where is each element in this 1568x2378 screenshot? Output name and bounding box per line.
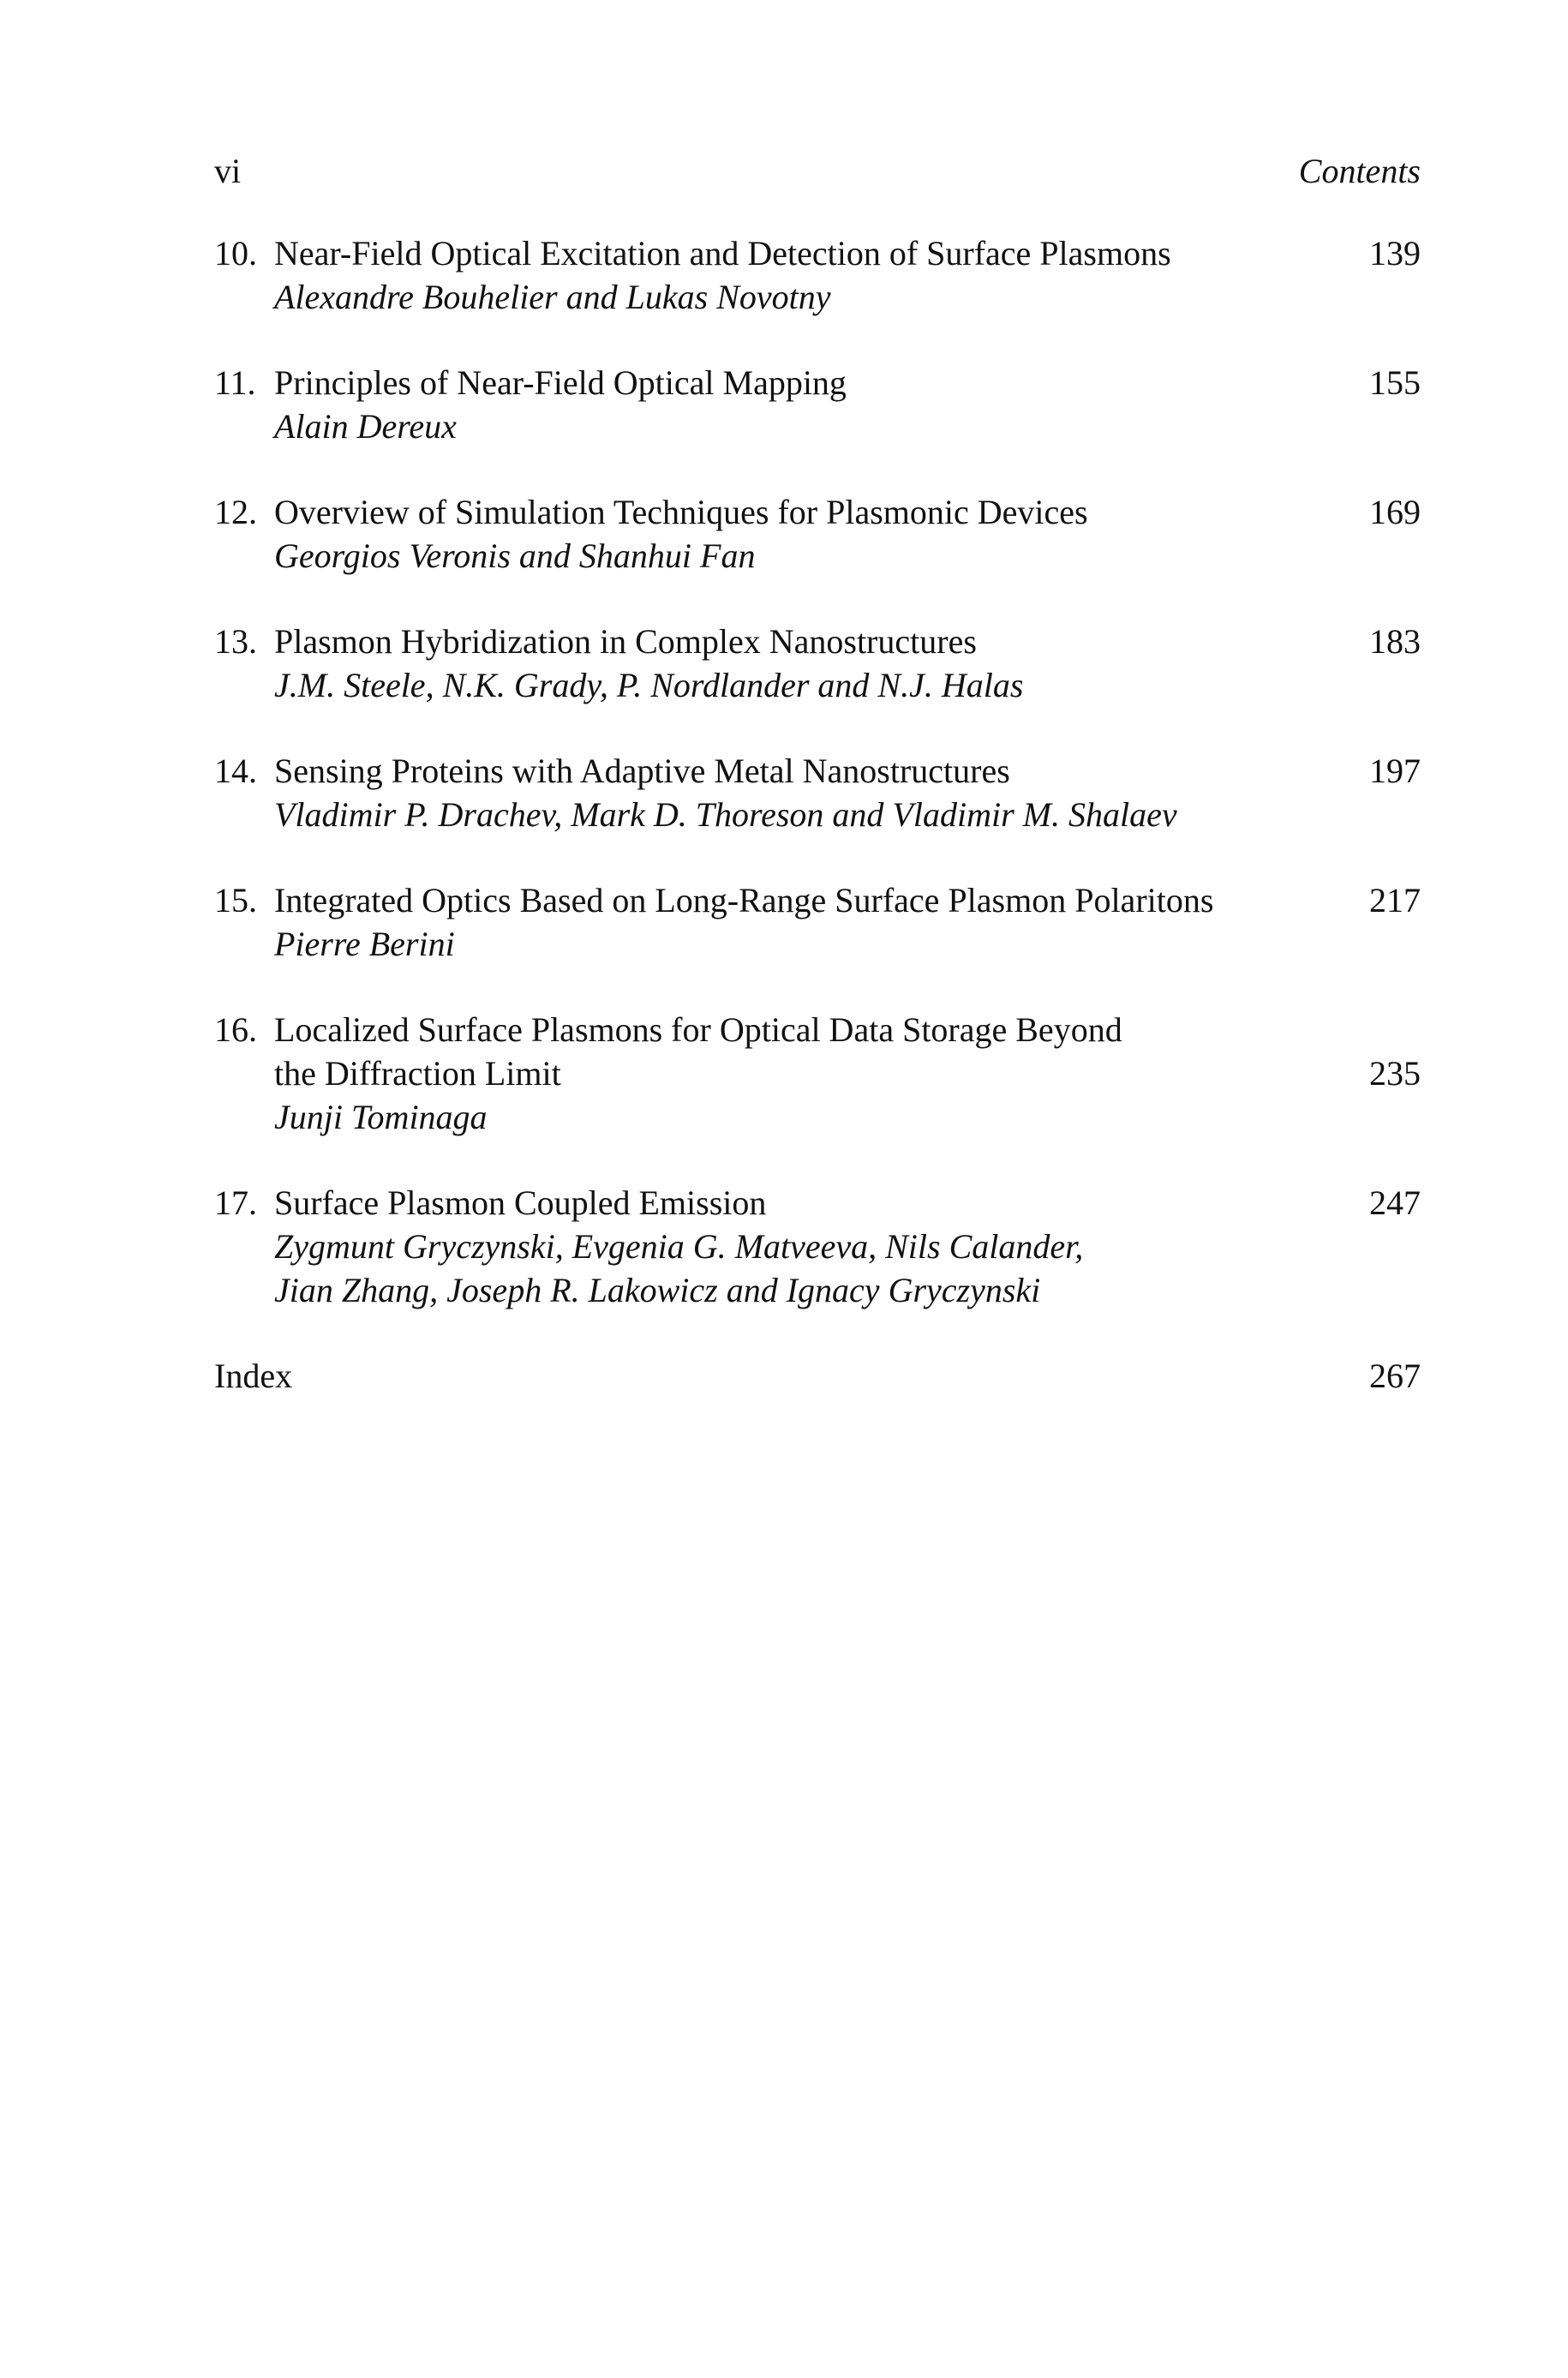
- entry-body: [274, 749, 1421, 836]
- toc-entry-15[interactable]: [214, 878, 1421, 966]
- chapter-title: Sensing Proteins with Adaptive Metal Nanostructures: [274, 752, 1010, 790]
- running-header: [214, 146, 1421, 197]
- chapter-title: Plasmon Hybridization in Complex Nanostructures: [274, 622, 977, 661]
- chapter-title: Integrated Optics Based on Long-Range Surface Plasmon Polaritons: [274, 881, 1214, 919]
- toc-entry-11[interactable]: [214, 361, 1421, 448]
- toc-entry-10[interactable]: [214, 231, 1421, 319]
- toc-entry-16[interactable]: [214, 1008, 1421, 1139]
- entry-body: [274, 620, 1421, 707]
- entry-body: [274, 1181, 1421, 1312]
- chapter-title: Near-Field Optical Excitation and Detection of Surface Plasmons: [274, 234, 1171, 273]
- chapter-authors-continued: Jian Zhang, Joseph R. Lakowicz and Ignacy Gryczynski: [274, 1271, 1041, 1309]
- page-ref: 169: [1369, 493, 1421, 531]
- chapter-number: 11.: [214, 363, 256, 402]
- chapter-title: Localized Surface Plasmons for Optical Data Storage Beyond: [274, 1010, 1122, 1049]
- chapter-number: 16.: [214, 1010, 257, 1049]
- chapter-title: Surface Plasmon Coupled Emission: [274, 1183, 767, 1222]
- toc-entry-12[interactable]: [214, 490, 1421, 578]
- section-title: Contents: [1298, 152, 1421, 190]
- entry-body: [274, 878, 1421, 966]
- chapter-authors: Zygmunt Gryczynski, Evgenia G. Matveeva, Nils Calander,: [274, 1227, 1084, 1266]
- toc-entry-13[interactable]: [214, 620, 1421, 707]
- page-ref: 217: [1369, 881, 1421, 919]
- chapter-number: 13.: [214, 622, 257, 661]
- chapter-title-continued: the Diffraction Limit: [274, 1054, 561, 1093]
- chapter-number: 17.: [214, 1183, 257, 1222]
- entry-body: [274, 231, 1421, 319]
- chapter-authors: Alexandre Bouhelier and Lukas Novotny: [274, 278, 831, 316]
- chapter-number: 15.: [214, 881, 257, 919]
- page-ref: 267: [1369, 1357, 1421, 1395]
- toc-entry-17[interactable]: [214, 1181, 1421, 1312]
- chapter-authors: Pierre Berini: [274, 925, 455, 963]
- entry-body: [274, 1008, 1421, 1139]
- chapter-authors: Alain Dereux: [274, 407, 457, 446]
- chapter-number: 12.: [214, 493, 257, 531]
- contents-page: [214, 146, 1421, 1395]
- page-ref: 247: [1369, 1183, 1421, 1222]
- chapter-authors: J.M. Steele, N.K. Grady, P. Nordlander and N.J. Halas: [274, 666, 1024, 704]
- page-ref: 235: [1369, 1054, 1421, 1093]
- table-of-contents: [214, 231, 1421, 1395]
- entry-body: [274, 490, 1421, 578]
- chapter-number: 10.: [214, 234, 257, 273]
- page-number: vi: [214, 152, 242, 190]
- index-label: Index: [214, 1357, 293, 1395]
- page-ref: 155: [1369, 363, 1421, 402]
- chapter-authors: Vladimir P. Drachev, Mark D. Thoreson and Vladimir M. Shalaev: [274, 795, 1177, 834]
- chapter-authors: Georgios Veronis and Shanhui Fan: [274, 536, 756, 575]
- chapter-title: Principles of Near-Field Optical Mapping: [274, 363, 847, 402]
- entry-body: [274, 361, 1421, 448]
- chapter-number: 14.: [214, 752, 257, 790]
- page-ref: 183: [1369, 622, 1421, 661]
- chapter-title: Overview of Simulation Techniques for Plasmonic Devices: [274, 493, 1088, 531]
- page-ref: 139: [1369, 234, 1421, 273]
- toc-entry-14[interactable]: [214, 749, 1421, 836]
- page-ref: 197: [1369, 752, 1421, 790]
- chapter-authors: Junji Tominaga: [274, 1098, 488, 1136]
